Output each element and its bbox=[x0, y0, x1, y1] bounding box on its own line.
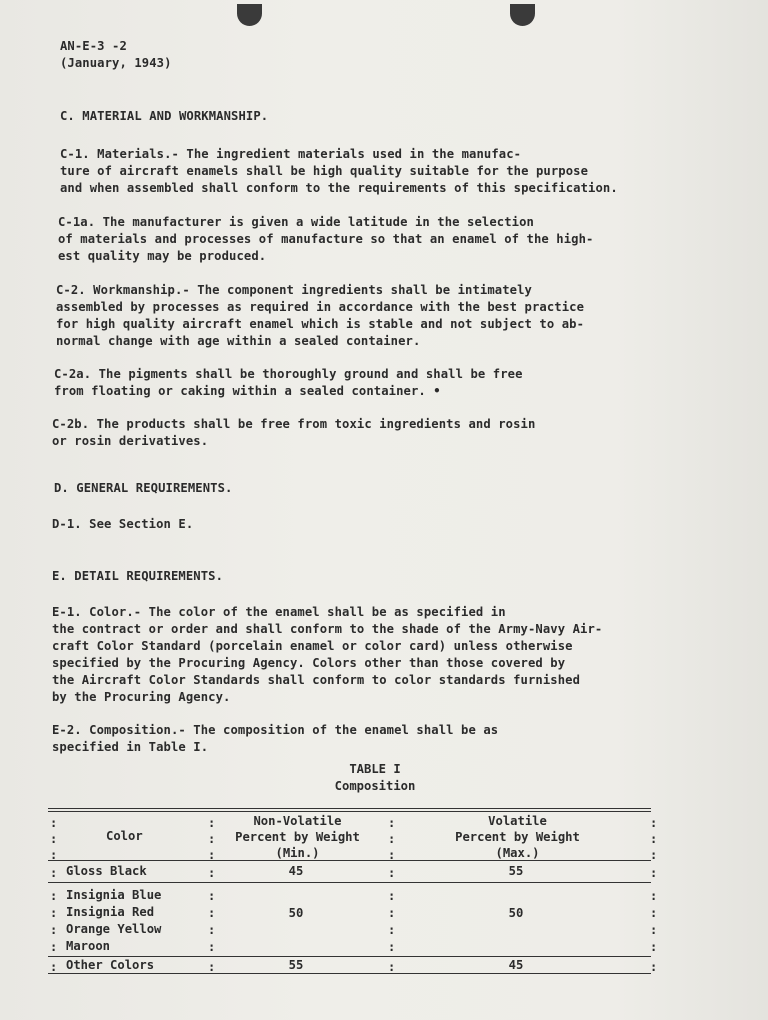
para-c1-line-3: and when assembled shall conform to the requirements of this specification. bbox=[60, 181, 618, 195]
table-colon-separator: : bbox=[208, 923, 216, 937]
header-nonvolatile-line-3: (Min.) bbox=[275, 846, 320, 860]
table-rule-top bbox=[48, 808, 651, 809]
table-colon-separator: : bbox=[50, 866, 58, 880]
table-colon-separator: : bbox=[208, 832, 216, 846]
table-row-1-nonvolatile: 45 bbox=[288, 864, 304, 878]
para-c2-line-3: for high quality aircraft enamel which is stable and not subject to ab- bbox=[56, 317, 585, 331]
para-c2a-line-1: C-2a. The pigments shall be thoroughly ground and shall be free bbox=[54, 367, 523, 381]
table-rule-top-2 bbox=[48, 811, 651, 812]
table-colon-separator: : bbox=[50, 816, 58, 830]
table-colon-separator: : bbox=[208, 940, 216, 954]
table-row-2-color-1: Insignia Blue bbox=[66, 888, 162, 902]
table-colon-separator: : bbox=[388, 832, 396, 846]
para-e2-line-2: specified in Table I. bbox=[52, 740, 209, 754]
section-c-heading: C. MATERIAL AND WORKMANSHIP. bbox=[60, 109, 269, 123]
para-c2-line-2: assembled by processes as required in accordance with the best practice bbox=[56, 300, 585, 314]
header-nonvolatile-line-1: Non-Volatile bbox=[253, 814, 342, 828]
header-volatile-line-3: (Max.) bbox=[495, 846, 540, 860]
header-volatile-line-1: Volatile bbox=[488, 814, 547, 828]
para-e1-line-3: craft Color Standard (porcelain enamel or color card) unless otherwise bbox=[52, 639, 573, 653]
table-colon-separator: : bbox=[50, 889, 58, 903]
table-colon-separator: : bbox=[650, 889, 658, 903]
table-colon-separator: : bbox=[208, 906, 216, 920]
table-row-2-nonvolatile: 50 bbox=[288, 906, 304, 920]
para-e1-line-4: specified by the Procuring Agency. Colors other than those covered by bbox=[52, 656, 566, 670]
table-colon-separator: : bbox=[50, 848, 58, 862]
para-e2-line-1: E-2. Composition.- The composition of the enamel shall be as bbox=[52, 723, 499, 737]
table-colon-separator: : bbox=[388, 816, 396, 830]
para-c2-line-1: C-2. Workmanship.- The component ingredients shall be intimately bbox=[56, 283, 532, 297]
table-colon-separator: : bbox=[650, 866, 658, 880]
table-colon-separator: : bbox=[650, 816, 658, 830]
para-e1-line-5: the Aircraft Color Standards shall conform to color standards furnished bbox=[52, 673, 581, 687]
table-colon-separator: : bbox=[50, 906, 58, 920]
table-colon-separator: : bbox=[650, 960, 658, 974]
doc-date: (January, 1943) bbox=[60, 56, 172, 70]
para-e1-line-6: by the Procuring Agency. bbox=[52, 690, 231, 704]
table-rule-row-1 bbox=[48, 882, 651, 883]
header-color: Color bbox=[106, 829, 143, 843]
table-title: TABLE I bbox=[349, 762, 401, 776]
doc-number: AN-E-3 -2 bbox=[60, 39, 127, 53]
para-c1a-line-3: est quality may be produced. bbox=[58, 249, 267, 263]
table-colon-separator: : bbox=[388, 923, 396, 937]
table-row-2-color-2: Insignia Red bbox=[66, 905, 155, 919]
para-c1-line-2: ture of aircraft enamels shall be high quality suitable for the purpose bbox=[60, 164, 589, 178]
para-c1a-line-1: C-1a. The manufacturer is given a wide latitude in the selection bbox=[58, 215, 534, 229]
table-row-3-volatile: 45 bbox=[508, 958, 524, 972]
table-colon-separator: : bbox=[388, 866, 396, 880]
punch-hole-left bbox=[237, 4, 262, 26]
table-colon-separator: : bbox=[650, 848, 658, 862]
table-colon-separator: : bbox=[208, 889, 216, 903]
table-colon-separator: : bbox=[50, 960, 58, 974]
table-colon-separator: : bbox=[50, 923, 58, 937]
table-colon-separator: : bbox=[388, 940, 396, 954]
para-c2b-line-1: C-2b. The products shall be free from toxic ingredients and rosin bbox=[52, 417, 536, 431]
table-colon-separator: : bbox=[388, 848, 396, 862]
para-d1: D-1. See Section E. bbox=[52, 517, 194, 531]
section-e-heading: E. DETAIL REQUIREMENTS. bbox=[52, 569, 224, 583]
table-row-1-color: Gloss Black bbox=[66, 864, 147, 878]
table-colon-separator: : bbox=[650, 940, 658, 954]
table-row-2-color-3: Orange Yellow bbox=[66, 922, 162, 936]
table-colon-separator: : bbox=[50, 832, 58, 846]
table-colon-separator: : bbox=[208, 816, 216, 830]
table-colon-separator: : bbox=[650, 832, 658, 846]
para-c2b-line-2: or rosin derivatives. bbox=[52, 434, 209, 448]
para-e1-line-1: E-1. Color.- The color of the enamel shall be as specified in bbox=[52, 605, 506, 619]
table-colon-separator: : bbox=[208, 866, 216, 880]
table-colon-separator: : bbox=[208, 848, 216, 862]
table-colon-separator: : bbox=[388, 889, 396, 903]
para-c2a-line-2: from floating or caking within a sealed container. • bbox=[54, 384, 441, 398]
table-colon-separator: : bbox=[650, 923, 658, 937]
table-colon-separator: : bbox=[388, 906, 396, 920]
table-row-2-volatile: 50 bbox=[508, 906, 524, 920]
table-colon-separator: : bbox=[50, 940, 58, 954]
para-c1a-line-2: of materials and processes of manufacture so that an enamel of the high- bbox=[58, 232, 594, 246]
table-subtitle: Composition bbox=[334, 779, 416, 793]
table-colon-separator: : bbox=[650, 906, 658, 920]
table-row-3-nonvolatile: 55 bbox=[288, 958, 304, 972]
header-nonvolatile-line-2: Percent by Weight bbox=[235, 830, 360, 844]
table-colon-separator: : bbox=[208, 960, 216, 974]
table-row-1-volatile: 55 bbox=[508, 864, 524, 878]
para-e1-line-2: the contract or order and shall conform to the shade of the Army-Navy Air- bbox=[52, 622, 603, 636]
para-c1-line-1: C-1. Materials.- The ingredient materials used in the manufac- bbox=[60, 147, 522, 161]
table-row-3-color: Other Colors bbox=[66, 958, 155, 972]
para-c2-line-4: normal change with age within a sealed container. bbox=[56, 334, 421, 348]
section-d-heading: D. GENERAL REQUIREMENTS. bbox=[54, 481, 233, 495]
header-volatile-line-2: Percent by Weight bbox=[455, 830, 580, 844]
punch-hole-right bbox=[510, 4, 535, 26]
table-colon-separator: : bbox=[388, 960, 396, 974]
table-row-2-color-4: Maroon bbox=[66, 939, 111, 953]
